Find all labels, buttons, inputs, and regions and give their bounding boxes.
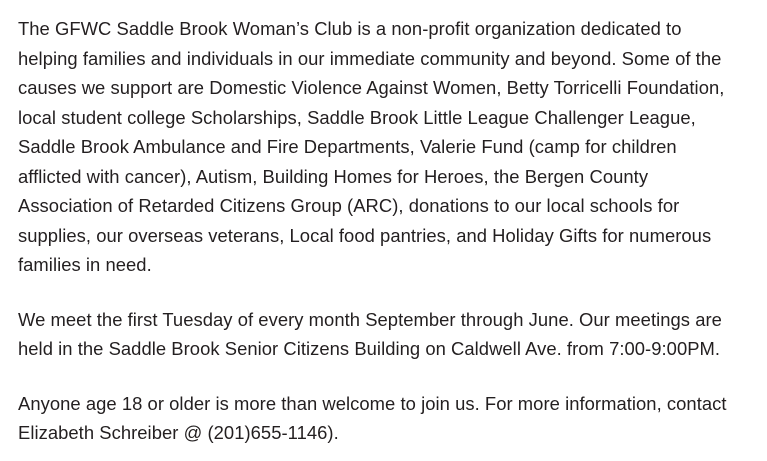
paragraph-meeting-info: We meet the first Tuesday of every month September through June. Our meetings are held in the Saddle Brook Senior Citizens Building on Caldwell Ave. from 7:00-9:00PM. [18, 308, 722, 359]
paragraph-membership-contact: Anyone age 18 or older is more than welcome to join us. For more information, contact Elizabeth Schreiber @ (201)655-1146). [18, 392, 727, 443]
paragraph-about-club: The GFWC Saddle Brook Woman’s Club is a non-profit organization dedicated to helping families and individuals in our immediate community and beyond. Some of the causes we support are Domestic Violence Against Women, Betty Torricelli Foundation, local student college Scholarships, Saddle Brook Little League Challenger League, Saddle Brook Ambulance and Fire Departments, Valerie Fund (camp for children afflicted with cancer), Autism, Building Homes for Heroes, the Bergen County Association of Retarded Citizens Group (ARC), donations to our local schools for supplies, our overseas veterans, Local food pantries, and Holiday Gifts for numerous families in need. [18, 18, 725, 275]
